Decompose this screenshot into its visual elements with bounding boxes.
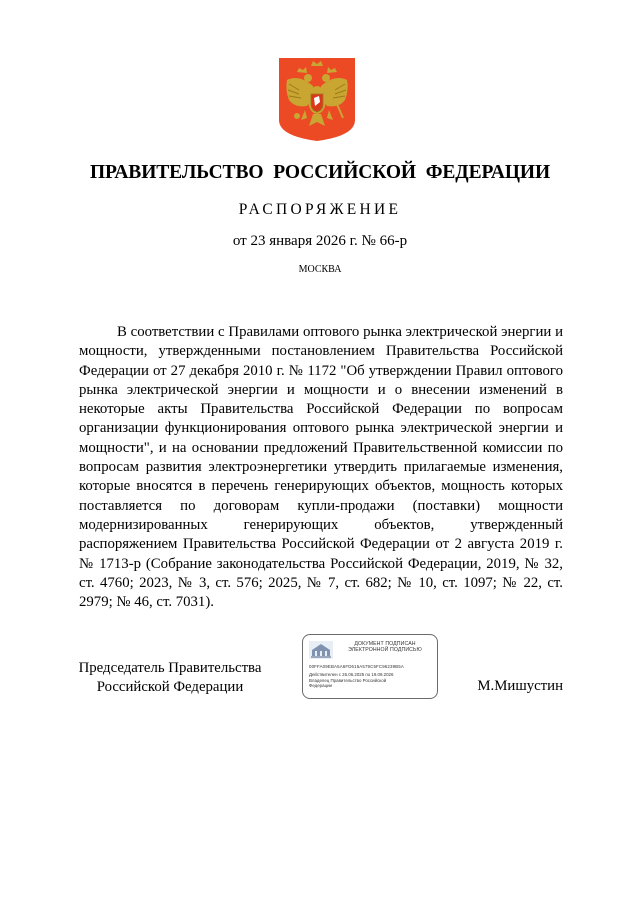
electronic-signature-stamp xyxy=(302,634,438,699)
signer-position-line2: Российской Федерации xyxy=(96,679,244,695)
stamp-owner xyxy=(309,678,434,689)
stamp-validity: Действителен с 26.06.2025 по 19.09.2026 xyxy=(309,672,394,677)
document-type: РАСПОРЯЖЕНИЕ xyxy=(238,201,402,218)
document-date-number: от 23 января 2026 г. № 66-р xyxy=(232,233,408,249)
order-text: В соответствии с Правилами оптового рынка электрической энергии и мощности, утвержденными постановлением Правительства Российской Федерации от 27 декабря 2010 г. № 1172 "Об утверждении Правил оптового рынка электрической энергии и мощности и о внесении изменений в некоторые акты Правительства Российской Федерации по вопросам организации функционирования оптового рынка электрической энергии и мощности", и на основании предложений Правительственной комиссии по вопросам развития электроэнергетики утвердить прилагаемые изменения, которые вносятся в перечень генерирующих объектов, мощность которых поставляется по договорам купли-продажи (поставки) мощности модернизированных генерирующих объектов, утвержденный распоряжением Правительства Российской Федерации от 2 августа 2019 г. № 1713-р (Собрание законодательства Российской Федерации, 2019, № 32, ст. 4760; 2023, № 3, ст. 576; 2025, № 7, ст. 682; № 10, ст. 1097; № 22, ст. 2979; № 46, ст. 7031). xyxy=(79,324,563,611)
signer-name: М.Мишустин xyxy=(477,678,563,694)
signer-position-line1: Председатель Правительства xyxy=(78,660,262,676)
government-title: ПРАВИТЕЛЬСТВО РОССИЙСКОЙ ФЕДЕРАЦИИ xyxy=(89,162,551,183)
russian-coat-of-arms-icon xyxy=(277,56,357,142)
stamp-heading-line1: ДОКУМЕНТ ПОДПИСАН xyxy=(354,641,416,647)
stamp-owner-line2: Федерации xyxy=(309,683,332,689)
stamp-heading xyxy=(335,641,435,654)
stamp-owner-line1: Владелец Правительство Российской xyxy=(309,678,387,683)
signature-stamp-emblem-icon xyxy=(309,641,333,659)
document-city: МОСКВА xyxy=(298,264,342,275)
signer-position xyxy=(70,659,270,697)
stamp-heading-line2: ЭЛЕКТРОННОЙ ПОДПИСЬЮ xyxy=(348,647,422,654)
stamp-certificate: 00FFA09EBA5A6FD615A579C5FC96239B5A xyxy=(309,664,404,669)
